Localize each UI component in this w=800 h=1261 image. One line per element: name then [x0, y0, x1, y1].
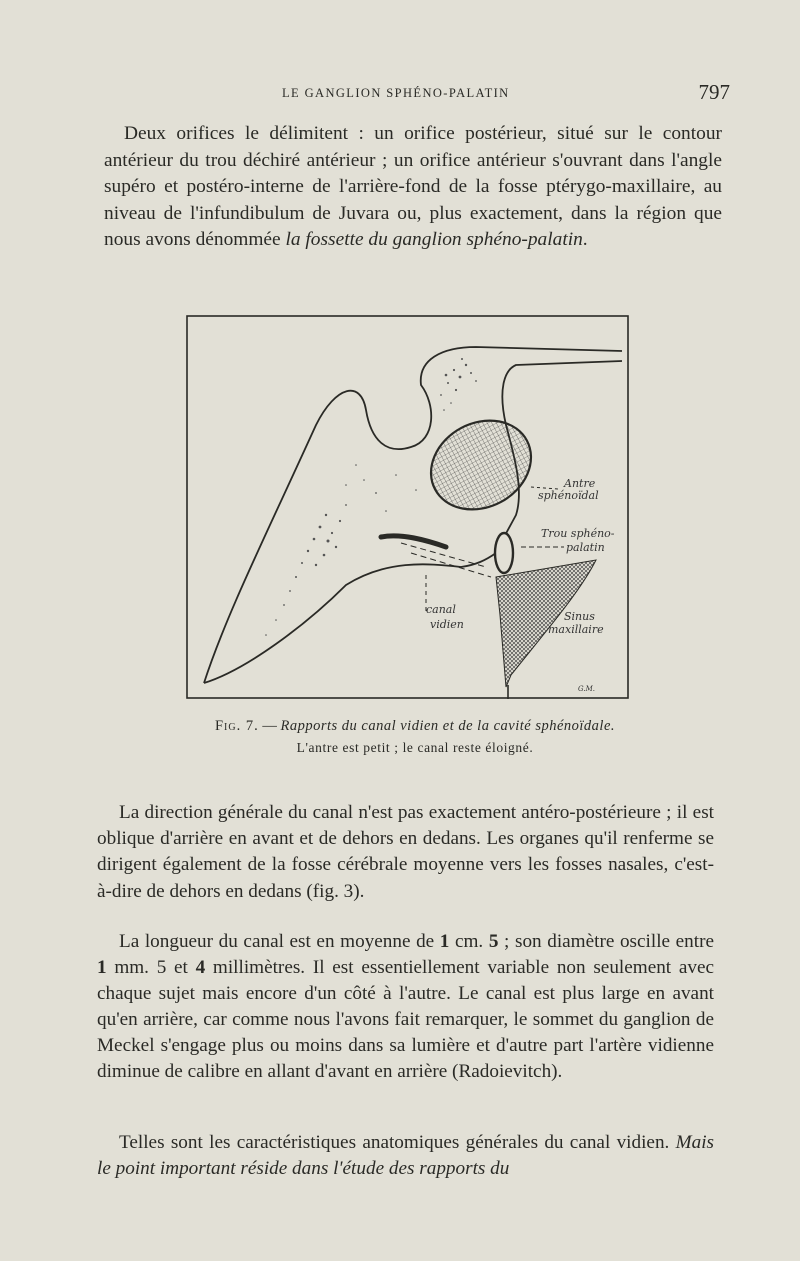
paragraph-4-text: Telles sont les caractéristiques anatomiques générales du canal vidien. [119, 1132, 676, 1153]
paragraph-1-italic: la fossette du ganglion sphéno-palatin [285, 229, 583, 251]
label-antre-line1: Antre [564, 477, 596, 490]
artist-signature: G.M. [578, 685, 595, 693]
paragraph-3-d: mm. 5 et [106, 956, 196, 978]
paragraph-3-c: ; son diamètre oscille entre [498, 931, 714, 952]
figure-caption [150, 715, 680, 759]
label-canal-line1: canal [426, 603, 456, 616]
page-header [100, 80, 730, 110]
paragraph-3-bold-2: 5 [488, 931, 499, 952]
paragraph-3 [97, 929, 714, 1084]
caption-dash: — [258, 718, 281, 734]
figure-7 [186, 315, 630, 700]
paragraph-3-e: millimètres. Il est essentiellement variable non seulement avec chaque sujet mais encore d'un côté à l'autre. Le canal est plus large en avant qu'en arrière, car comme nous l'avons fait remarquer, le sommet du ganglion de Meckel s'engage plus ou moins dans sa lumière et d'autre part l'artère vidienne diminue de calibre en allant d'avant en arrière (Radoievitch). [97, 956, 714, 1082]
sphenopalatine-foramen [495, 533, 513, 573]
paragraph-3-b: cm. [449, 931, 489, 952]
caption-line-1 [150, 715, 680, 737]
caption-title: Rapports du canal vidien et de la cavité sphénoïdale. [280, 718, 616, 734]
caption-figure-number: Fig. 7. [214, 718, 259, 734]
paragraph-4-italic: Mais le point important réside dans l'étude des rapports du [97, 1132, 714, 1179]
figure-frame [187, 316, 628, 698]
running-title: LE GANGLION SPHÉNO-PALATIN [282, 86, 510, 100]
paragraph-1-text: Deux orifices le délimitent : un orifice postérieur, situé sur le contour antérieur du trou déchiré antérieur ; un orifice antérieur s'ouvrant dans l'angle supéro et postéro-interne de l'arrière-fond de la fosse ptérygo-maxillaire, au niveau de l'infundibulum de Juvara ou, plus exactement, dans la région que nous avons dénommée [104, 123, 722, 251]
caption-line-2: L'antre est petit ; le canal reste éloigné. [296, 740, 534, 755]
sphenoid-antrum [415, 404, 546, 527]
paragraph-3-a: La longueur du canal est en moyenne de [119, 931, 440, 952]
paragraph-4 [97, 1130, 714, 1182]
paragraph-3-bold-4: 4 [195, 956, 206, 978]
paragraph-1 [104, 121, 722, 254]
label-sinus-line2: maxillaire [548, 623, 604, 636]
label-trou-line1: Trou sphéno- [541, 527, 615, 540]
label-trou-line2: palatin [566, 541, 605, 554]
vidian-canal [381, 536, 446, 547]
figure-drawing [186, 315, 630, 700]
paragraph-1-end: . [582, 229, 588, 251]
paragraph-3-bold-1: 1 [439, 931, 450, 952]
label-sinus-line1: Sinus [564, 610, 595, 623]
paragraph-2: La direction générale du canal n'est pas exactement antéro-postérieure ; il est oblique d'arrière en avant et de dehors en dedans. Les organes qu'il renferme se dirigent également de la fosse cérébrale moyenne vers les fosses nasales, c'est-à-dire de dehors en dedans (fig. 3). [97, 802, 714, 902]
label-canal-line2: vidien [430, 618, 464, 631]
page-number: 797 [698, 80, 730, 104]
paragraph-3-bold-3: 1 [97, 956, 107, 978]
label-antre-line2: sphénoïdal [538, 489, 599, 502]
